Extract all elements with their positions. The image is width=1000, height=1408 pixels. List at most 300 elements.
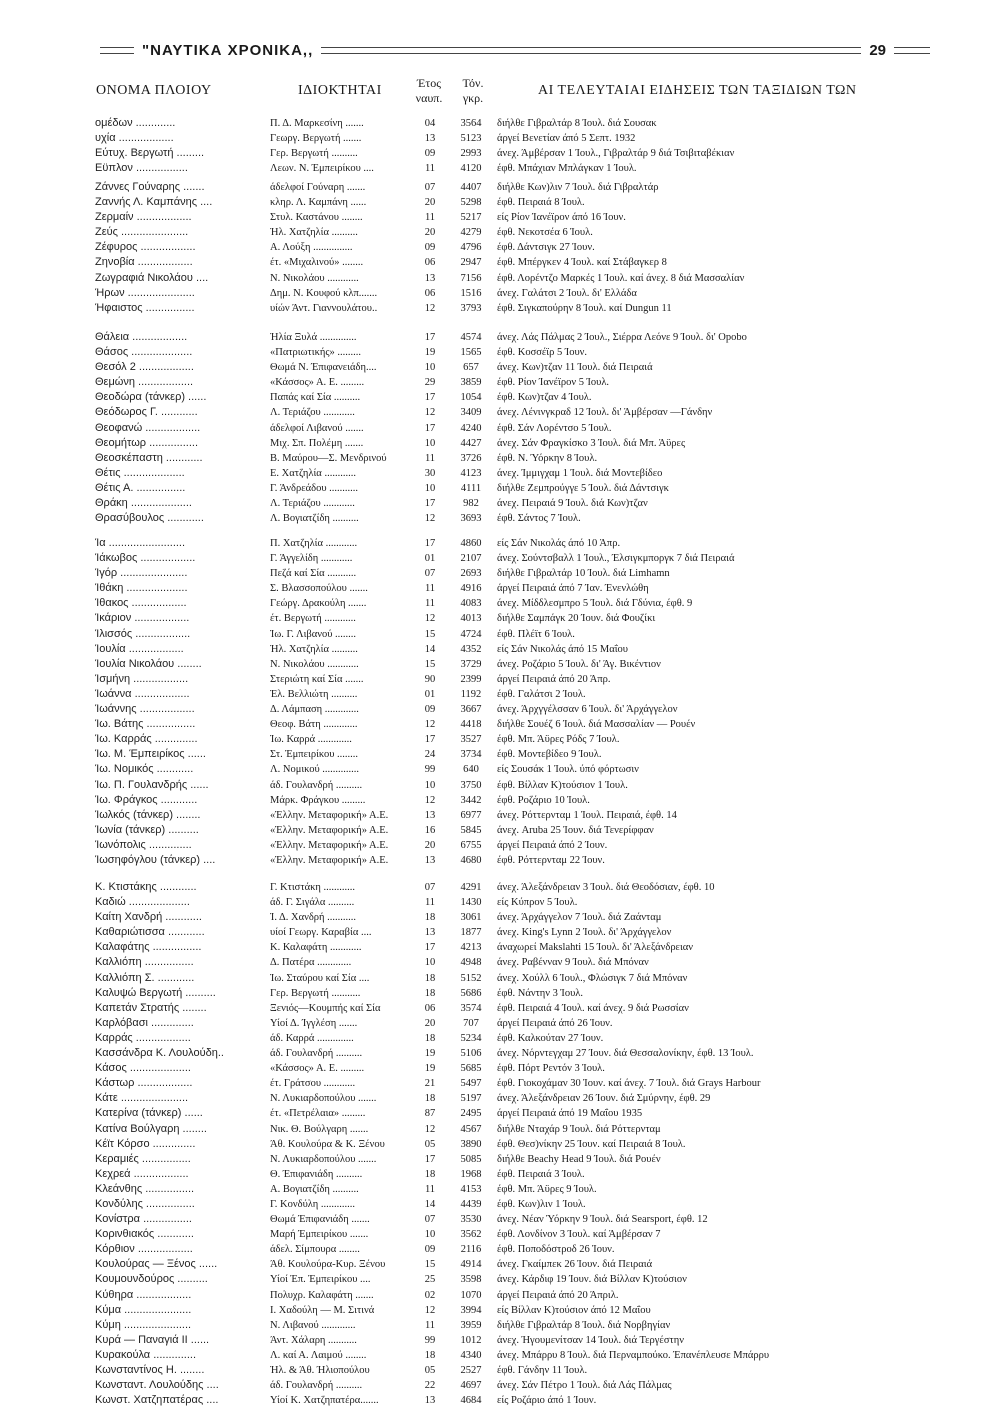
ship-name: Καδιώ .................... [95,896,190,909]
table-row [0,301,1000,316]
table-row [0,1061,1000,1076]
voyage-news: έφθ. Πειραιά 8 Ίουλ. [497,197,585,209]
owner: άδ. Γ. Σιγάλα .......... [270,897,355,909]
voyage-news: έφθ. Θεσ)νίκην 25 Ίουν. καί Πειραιά 8 Ίουλ. [497,1138,686,1150]
tonnage: 1968 [460,1168,482,1180]
tonnage: 3562 [460,1229,482,1241]
ship-name: Ήρων ...................... [95,286,195,299]
build-year: 07 [424,182,436,193]
table-row [0,611,1000,626]
tonnage: 3564 [460,118,482,129]
tonnage: 3793 [460,302,482,314]
voyage-news: διήλθε Σουέζ 6 Ίουλ. διά Μασσαλίαν — Ρουέν [497,719,696,731]
build-year: 11 [424,897,436,909]
ship-name: Κουμουνδούρος .......... [95,1273,208,1286]
ship-group-omega-e [0,116,1000,176]
tonnage: 4724 [460,628,482,640]
table-row [0,940,1000,955]
voyage-news: διήλθε Beachy Head 9 Ίουλ. διά Ρουέν [497,1153,661,1165]
build-year: 06 [424,287,436,299]
tonnage: 5686 [460,987,482,999]
ship-name: Καθαριώτισσα ............ [95,926,205,939]
build-year: 17 [424,1153,436,1165]
table-row [0,1106,1000,1121]
table-row [0,1197,1000,1212]
voyage-news: διήλθε Κων)λιν 7 Ίουλ. διά Γιβραλτάρ [497,182,659,193]
build-year: 12 [424,407,436,419]
ship-name: Καλαφάτης ................ [95,941,202,954]
column-header-year: Έτος ναυπ. [415,76,443,105]
owner: κληρ. Λ. Καμπάνη ...... [270,197,367,209]
header-rule-middle [321,47,861,54]
ship-name: Θεοσκέπαστη ............ [95,451,203,464]
ship-name: Κατερίνα (τάνκερ) ...... [95,1107,203,1120]
tonnage: 4948 [460,957,482,969]
header-rule-right [894,47,930,54]
owner: Α. Λούξη ............... [270,242,353,254]
tonnage: 2693 [460,568,482,580]
owner: «Έλλην. Μεταφορική» Α.Ε. [270,824,389,836]
voyage-news: είς Κύπρον 5 Ίουλ. [497,897,578,909]
owner: Θ. Έπιφανιάδη .......... [270,1168,363,1180]
owner: Σ. Βλασσοπούλου ....... [270,583,368,595]
voyage-news: έφθ. Δάντσιγκ 27 Ίουν. [497,242,595,254]
voyage-news: άνεχ. Ροζάριο 5 Ίουλ. δι' Άγ. Βικέντιον [497,658,661,670]
ship-name: Ίγόρ ...................... [95,567,188,580]
table-row [0,880,1000,895]
voyage-news: έφθ. Σιγκαπούρην 8 Ίουλ. καί Dungun 11 [497,302,672,314]
voyage-news: έφθ. Γαλάτσι 2 Ίουλ. [497,688,586,700]
table-row [0,1242,1000,1257]
build-year: 06 [424,1002,436,1014]
voyage-news: έφθ. Γιοκοχάμαν 30 Ίουν. καί άνεχ. 7 Ίουλ. διά Grays Harbour [497,1078,761,1090]
voyage-news: έφθ. Μπέργκεν 4 Ίουλ. καί Στάβαγκερ 8 [497,257,667,269]
ship-name: Θεόδωρος Γ. ............ [95,406,198,419]
voyage-news: έφθ. Βίλλαν Κ)τούσιον 1 Ίουλ. [497,779,628,791]
ship-name: Ίωνία (τάνκερ) .......... [95,823,199,836]
ship-name: Κορινθιακός ............ [95,1228,194,1241]
build-year: 22 [424,1380,436,1392]
table-row [0,1318,1000,1333]
ship-name: Κ. Κτιστάκης ............ [95,881,197,893]
table-row [0,1227,1000,1242]
owner: Ήλ. & Άθ. Ήλιοπούλου [270,1365,370,1376]
owner: «Κάσσος» Α. Ε. ......... [270,1063,365,1075]
ship-name: Καλλιόπη Σ. ............ [95,971,195,984]
build-year: 24 [424,749,436,761]
ship-name: Εϋπλον ................. [95,162,188,175]
table-row [0,240,1000,255]
voyage-news: άνεχ. Γαλάτσι 2 Ίουλ. δι' Ελλάδα [497,287,637,299]
table-row [0,808,1000,823]
voyage-news: είς Ρίον Ίανέϊρον άπό 16 Ίουν. [497,212,626,224]
voyage-news: άνεχ. Μπάρρυ 8 Ίουλ. διά Περναμπούκο. Έπανέπλευσε Μπάρρυ [497,1349,770,1361]
ship-name: Κυρακούλα .............. [95,1348,197,1361]
ship-name: Θεμώνη .................. [95,376,194,389]
build-year: 11 [424,583,436,595]
build-year: 25 [424,1274,436,1286]
build-year: 18 [424,987,436,999]
table-row [0,1046,1000,1061]
ship-name: Ίω. Νομικός ............ [95,763,194,776]
build-year: 11 [424,452,436,464]
build-year: 18 [424,912,436,924]
voyage-news: έφθ. Μπ. Άϋρες 9 Ίουλ. [497,1183,597,1195]
tonnage: 5497 [460,1078,482,1090]
voyage-news: άργεί Βενετίαν άπό 5 Σεπτ. 1932 [497,133,636,145]
owner: έτ. Βεργωτή ............ [270,613,356,625]
voyage-news: άνεχ. Γκαίμπεκ 26 Ίουν. διά Πειραιά [497,1259,653,1271]
build-year: 09 [424,242,436,254]
owner: Θωμά Ν. Έπιφανειάδη.... [270,362,377,374]
table-row [0,210,1000,225]
owner: έτ. Γράτσου ............ [270,1078,356,1090]
owner: Μαρή Έμπειρίκου ....... [270,1229,369,1241]
voyage-news: έφθ. Πειραιά 4 Ίουλ. καί άνεχ. 9 διά Ρωσσίαν [497,1002,689,1014]
owner: έτ. «Πετρέλαια» ......... [270,1108,366,1120]
tonnage: 4860 [460,538,482,549]
build-year: 99 [424,764,436,776]
voyage-news: άνεχ. Άμβέρσαν 1 Ίουλ., Γιβραλτάρ 9 διά Τσιβιταβέκιαν [497,148,735,160]
ship-name: Θάλεια .................. [95,331,188,343]
owner: υίοί Γεωργ. Καραβία .... [270,927,372,939]
ship-name: Καρλόβασι .............. [95,1016,194,1029]
table-row [0,255,1000,270]
owner: Λ. Νομικού .............. [270,764,360,776]
ship-group-kappa [0,880,1000,1408]
table-row [0,195,1000,210]
owner: Ξενιός—Κουμπής καί Σία [270,1002,381,1014]
ship-name: Καρράς .................. [95,1031,191,1044]
table-row [0,642,1000,657]
table-row [0,823,1000,838]
owner: Μάρκ. Φράγκου ......... [270,794,366,806]
tonnage: 3959 [460,1319,482,1331]
build-year: 20 [424,839,436,851]
ship-name: υχία .................. [95,132,174,145]
voyage-news: έφθ. Καλκούταν 27 Ίουν. [497,1032,604,1044]
ship-name: ομέδων ............. [95,117,176,129]
ship-name: Ίθακος .................. [95,597,187,610]
voyage-news: έφθ. Πλέϊτ 6 Ίουλ. [497,628,575,640]
owner: Νικ. Θ. Βούλγαρη ....... [270,1123,369,1135]
owner: άδ. Γουλανδρή .......... [270,1048,363,1060]
owner: Γ. Κονδύλη ............. [270,1198,356,1210]
owner: Άθ. Κουλούρα & Κ. Ξένου [270,1138,385,1150]
table-row [0,536,1000,551]
build-year: 16 [424,824,436,836]
table-row [0,146,1000,161]
owner: Ν. Νικολάου ............ [270,272,359,284]
build-year: 17 [424,392,436,404]
table-row [0,1016,1000,1031]
header-rule-left [100,47,134,54]
owner: Υίοί Δ. Ίγγλέση ....... [270,1017,358,1029]
build-year: 07 [424,1214,436,1226]
build-year: 11 [424,1319,436,1331]
tonnage: 4684 [460,1395,482,1407]
owner: Ι. Χαδούλη — Μ. Σιτινά [270,1304,375,1316]
voyage-news: άργεί Πειραιά άπό 2 Ίουν. [497,839,608,851]
table-row [0,672,1000,687]
tonnage: 4013 [460,613,482,625]
voyage-news: έφθ. Λονδίνον 3 Ίουλ. καί Άμβέρσαν 7 [497,1229,661,1241]
build-year: 20 [424,227,436,239]
owner: Ν. Λυκιαρδοπούλου ....... [270,1093,377,1105]
table-row [0,895,1000,910]
ship-name: Ίωσηφόγλου (τάνκερ) .... [95,853,216,866]
voyage-news: διήλθε Ζεμπρούγγε 5 Ίουλ. διά Δάντσιγκ [497,482,669,494]
table-row [0,1031,1000,1046]
tonnage: 3750 [460,779,482,791]
voyage-news: άνεχ. Χούλλ 6 Ίουλ., Φλώσιγκ 7 διά Μπόναν [497,972,688,984]
build-year: 19 [424,347,436,359]
voyage-news: έφθ. Κων)τζαν 4 Ίουλ. [497,392,592,404]
voyage-news: άνεχ. Λένινγκραδ 12 Ίουλ. δι' Άμβέρσαν —Γάνδην [497,407,713,419]
table-row [0,1348,1000,1363]
owner: Γεωργ. Βεργωτή ....... [270,133,362,145]
voyage-news: διήλθε Γιβραλτάρ 8 Ίουλ. διά Νορβηγίαν [497,1319,671,1331]
build-year: 01 [424,688,436,700]
tonnage: 5685 [460,1063,482,1075]
tonnage: 4291 [460,882,482,893]
owner: Ήλία Ξυλά .............. [270,332,357,343]
voyage-news: διήλθε Γιβραλτάρ 10 Ίουλ. διά Limhamn [497,568,670,580]
owner: Ίω. Σταύρου καί Σία .... [270,972,370,984]
table-row [0,732,1000,747]
voyage-news: έφθ. Ροζάριο 10 Ίουλ. [497,794,590,806]
table-row [0,1137,1000,1152]
tonnage: 4123 [460,467,482,479]
owner: Γ. Άνδρεάδου ........... [270,482,359,494]
build-year: 13 [424,809,436,821]
voyage-news: έφθ. Σάντος 7 Ίουλ. [497,513,581,525]
tonnage: 1192 [460,688,482,700]
owner: Δ. Πατέρα ............. [270,957,352,969]
table-row [0,421,1000,436]
tonnage: 3729 [460,658,482,670]
tonnage: 5106 [460,1048,482,1060]
ship-name: Ίωάννης .................. [95,703,195,716]
owner: Λ. καί Α. Λαιμού ........ [270,1349,367,1361]
tonnage: 1430 [460,897,482,909]
build-year: 09 [424,1244,436,1256]
tonnage: 4680 [460,854,482,866]
owner: Δ. Λάμπαση ............. [270,704,359,716]
tonnage: 4697 [460,1380,482,1392]
voyage-news: έφθ. Νεκοτσέα 6 Ίουλ. [497,227,593,239]
table-row [0,1001,1000,1016]
build-year: 87 [424,1108,436,1120]
owner: Θεοφ. Βάτη ............. [270,719,358,731]
tonnage: 3667 [460,704,482,716]
build-year: 18 [424,1168,436,1180]
voyage-news: έφθ. Κοσσέϊρ 5 Ίουν. [497,347,588,359]
build-year: 09 [424,148,436,160]
tonnage: 4916 [460,583,482,595]
owner: Ήλ. Χατζηλία .......... [270,227,358,239]
ship-name: Κωνσταντ. Λουλούδης .... [95,1379,219,1392]
voyage-news: άνεχ. Λάς Πάλμας 2 Ίουλ., Σιέρρα Λεόνε 9 Ίουλ. δι' Opobo [497,332,747,343]
table-row [0,1212,1000,1227]
voyage-news: έφθ. Πόρτ Ρεντόν 3 Ίουλ. [497,1063,605,1075]
table-row [0,596,1000,611]
tonnage: 4427 [460,437,482,449]
build-year: 13 [424,854,436,866]
table-row [0,390,1000,405]
tonnage: 707 [463,1017,479,1029]
ship-name: Καπετάν Στρατής ........ [95,1001,207,1014]
owner: Κ. Καλαφάτη ............ [270,942,362,954]
build-year: 12 [424,513,436,525]
ship-name: Θεοφανώ .................. [95,421,201,434]
table-row [0,853,1000,868]
build-year: 07 [424,882,436,893]
voyage-news: έφθ. Μπάχιαν Μπλάγκαν 1 Ίουλ. [497,163,637,175]
tonnage: 4914 [460,1259,482,1271]
ship-name: Κασσάνδρα Κ. Λουλούδη.. [95,1047,224,1060]
owner: Γ. Κτιστάκη ............ [270,882,355,893]
voyage-news: άνεχ. Ρόττερνταμ 1 Ίουλ. Πειραιά, έφθ. 14 [497,809,677,821]
voyage-news: άνεχ. Νέαν Ύόρκην 9 Ίουλ. διά Searsport, έφθ. 12 [497,1214,708,1226]
table-row [0,955,1000,970]
ship-name: Κονίστρα ................ [95,1213,192,1226]
table-row [0,581,1000,596]
table-row [0,657,1000,672]
table-row [0,466,1000,481]
voyage-news: άνεχ. Μίδδλεσμπρο 5 Ίουλ. διά Γδύνια, έφθ. 9 [497,598,693,610]
table-row [0,375,1000,390]
voyage-news: άνεχ. Άλεξάνδρειαν 26 Ίουν. διά Σμύρνην, έφθ. 29 [497,1093,711,1105]
tonnage: 982 [463,498,479,510]
owner: Άντ. Χάλαρη ........... [270,1334,357,1346]
build-year: 15 [424,628,436,640]
table-row [0,793,1000,808]
owner: Ε. Χατζηλία ............ [270,467,356,479]
build-year: 12 [424,613,436,625]
owner: Στεριώτη καί Σία ....... [270,673,364,685]
ship-name: Ζωγραφιά Νικολάου .... [95,271,209,284]
table-row [0,405,1000,420]
table-row [0,481,1000,496]
owner: Γερ. Βεργωτή .......... [270,148,358,160]
owner: Παπάς καί Σία .......... [270,392,361,404]
table-row [0,1122,1000,1137]
voyage-news: άνεχ. Σάν Πέτρο 1 Ίουλ. διά Λάς Πάλμας [497,1380,672,1392]
voyage-news: άργεί Πειραιά άπό 19 Μαΐου 1935 [497,1108,643,1120]
table-row [0,747,1000,762]
tonnage: 4111 [460,482,482,494]
ship-name: Κόρθιον .................. [95,1243,193,1256]
build-year: 20 [424,1017,436,1029]
table-row [0,1167,1000,1182]
build-year: 13 [424,1395,436,1407]
voyage-news: είς Σάν Νικολάς άπό 10 Άπρ. [497,538,621,549]
table-row [0,1091,1000,1106]
owner: Γ. Άγγελίδη ............ [270,553,353,565]
table-row [0,496,1000,511]
ship-name: Ίω. Βάτης ................ [95,718,196,731]
tonnage: 3994 [460,1304,482,1316]
voyage-news: είς Βίλλαν Κ)τούσιον άπό 12 Μαΐου [497,1304,651,1316]
voyage-news: έφθ. Μοντεβίδεο 9 Ίουλ. [497,749,602,761]
owner: Άθ. Κουλούρα-Κυρ. Ξένου [270,1259,386,1271]
ship-name: Κονδύλης ................ [95,1197,195,1210]
table-row [0,1303,1000,1318]
build-year: 17 [424,734,436,746]
voyage-news: άνεχ. Κων)τζαν 11 Ίουλ. διά Πειραιά [497,362,653,374]
tonnage: 5298 [460,197,482,209]
table-row [0,838,1000,853]
voyage-news: άνεχ. Άρχάγγελον 7 Ίουλ. διά Ζαάνταμ [497,912,662,924]
tonnage: 3574 [460,1002,482,1014]
voyage-news: άνεχ. Σούντσβαλλ 1 Ίουλ., Έλσιγκμποργκ 7 διά Πειραιά [497,553,735,565]
owner: Λ. Τεριάζου ............ [270,407,355,419]
tonnage: 6977 [460,809,482,821]
owner: Στ. Έμπειρίκου ........ [270,749,359,761]
build-year: 10 [424,1229,436,1241]
tonnage: 4407 [460,182,482,193]
owner: Π. Χατζηλία ............ [270,538,358,549]
ship-name: Ίω. Καρράς .............. [95,733,198,746]
build-year: 15 [424,658,436,670]
table-row [0,910,1000,925]
tonnage: 2399 [460,673,482,685]
voyage-news: έφθ. Ποποδόστροδ 26 Ίουν. [497,1244,615,1256]
tonnage: 3442 [460,794,482,806]
tonnage: 3409 [460,407,482,419]
owner: Α. Βογιατζίδη .......... [270,1183,359,1195]
build-year: 02 [424,1289,436,1301]
build-year: 90 [424,673,436,685]
ship-name: Ίω. Μ. Έμπειρίκος ...... [95,748,206,761]
voyage-news: έφθ. Ν. Ύόρκην 8 Ίουλ. [497,452,598,464]
table-row [0,225,1000,240]
build-year: 04 [424,118,436,129]
tonnage: 3530 [460,1214,482,1226]
tonnage: 3859 [460,377,482,389]
build-year: 07 [424,568,436,580]
owner: Λ. Τεριάζου ............ [270,498,355,510]
voyage-news: έφθ. Κων)λιν 1 Ίουλ. [497,1198,586,1210]
voyage-news: έφθ. Μπ. Άϋρες Ρόδς 7 Ίουλ. [497,734,620,746]
ship-name: Κωνστ. Χατζηπατέρας .... [95,1394,219,1407]
voyage-news: άνεχ. Πειραιά 9 Ίουλ. διά Κων)τζαν [497,498,648,510]
build-year: 11 [424,163,436,175]
tonnage: 5217 [460,212,482,224]
voyage-news: είς Ροζάριο άπό 1 Ίουν. [497,1395,597,1407]
voyage-news: έφθ. Σάν Λορέντσο 5 Ίουλ. [497,422,612,434]
owner: Θωμά Έπιφανιάδη ....... [270,1214,370,1226]
table-row [0,1393,1000,1408]
ship-name: Ζέφυρος .................. [95,241,196,254]
owner: άδελφοί Γούναρη ....... [270,182,366,193]
table-row [0,360,1000,375]
ship-name: Κάστωρ .................. [95,1077,193,1090]
running-header [100,38,930,62]
tonnage: 4439 [460,1198,482,1210]
ship-name: Θρασύβουλος ............ [95,512,204,525]
build-year: 17 [424,538,436,549]
table-row [0,762,1000,777]
voyage-news: έφθ. Λορέντζο Μαρκές 1 Ίουλ. καί άνεχ. 8 διά Μασσαλίαν [497,272,745,284]
build-year: 19 [424,1048,436,1060]
build-year: 12 [424,794,436,806]
tonnage: 4340 [460,1349,482,1361]
voyage-news: άνεχ. King's Lynn 2 Ίουλ. δι' Άρχάγγελον [497,927,672,939]
owner: άδ. Γουλανδρή .......... [270,1380,363,1392]
tonnage: 7156 [460,272,482,284]
